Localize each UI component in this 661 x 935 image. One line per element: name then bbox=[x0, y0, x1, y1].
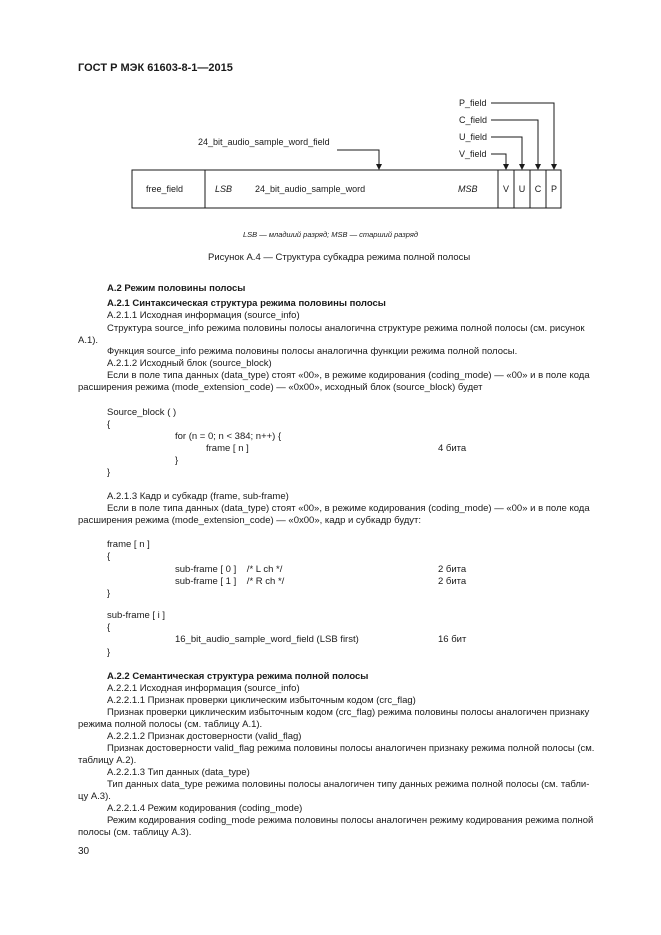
paragraph-line: Режим кодирования coding_mode режима половины полосы аналогичен режиму кодирования режима полной bbox=[107, 815, 594, 826]
paragraph-line: Если в поле типа данных (data_type) стоят «00», в режиме кодирования (coding_mode) — «00» и в поле кода bbox=[107, 503, 590, 514]
page-number: 30 bbox=[78, 846, 90, 857]
paragraph-line: расширения режима (mode_extension_code) — «0x00», кадр и субкадр будут: bbox=[78, 515, 422, 526]
p-cell: P bbox=[550, 184, 558, 194]
word-field-arrowhead bbox=[376, 164, 382, 170]
code-line: } bbox=[175, 455, 179, 466]
code-bit-count: 2 бита bbox=[438, 564, 467, 575]
subsection-heading-a2214: А.2.2.1.4 Режим кодирования (coding_mode) bbox=[107, 803, 303, 814]
paragraph-line: Функция source_info режима половины полосы аналогична функции режима полной полосы. bbox=[107, 346, 518, 357]
subsection-heading-a2212: А.2.2.1.2 Признак достоверности (valid_flag) bbox=[107, 731, 302, 742]
c-field-arrowhead bbox=[535, 164, 541, 170]
subsection-heading-a211: А.2.1.1 Исходная информация (source_info) bbox=[107, 310, 300, 321]
paragraph-line: Если в поле типа данных (data_type) стоят «00», в режиме кодирования (coding_mode) — «00» и в поле кода bbox=[107, 370, 590, 381]
v-cell: V bbox=[502, 184, 510, 194]
code-line: sub-frame [ 1 ] /* R ch */ bbox=[175, 576, 285, 587]
code-line: 16_bit_audio_sample_word_field (LSB first) bbox=[175, 634, 359, 645]
c-field-pointer-line bbox=[491, 120, 538, 165]
u-field-arrowhead bbox=[519, 164, 525, 170]
sample-word-cell: 24_bit_audio_sample_word bbox=[255, 184, 366, 194]
u-cell: U bbox=[518, 184, 526, 194]
subsection-heading-a2211: А.2.2.1.1 Признак проверки циклическим избыточным кодом (crc_flag) bbox=[107, 695, 416, 706]
figure-caption: Рисунок А.4 — Структура субкадра режима полной полосы bbox=[208, 252, 471, 263]
paragraph-line: расширения режима (mode_extension_code) — «0x00», исходный блок (source_block) будет bbox=[78, 382, 483, 393]
code-line: sub-frame [ i ] bbox=[107, 610, 166, 621]
paragraph-line: цу А.3). bbox=[78, 791, 111, 802]
paragraph-line: Тип данных data_type режима половины полосы аналогичен типу данных режима полной полосы (см. табли- bbox=[107, 779, 590, 790]
code-line: } bbox=[107, 647, 111, 658]
paragraph-line: режима полной полосы (см. таблицу А.1). bbox=[78, 719, 263, 730]
v-field-pointer-line bbox=[491, 154, 506, 165]
paragraph-line: А.1). bbox=[78, 335, 99, 346]
paragraph-line: Признак проверки циклическим избыточным кодом (crc_flag) режима половины полосы аналогичен признаку bbox=[107, 707, 590, 718]
section-heading-a22: А.2.2 Семантическая структура режима полной полосы bbox=[107, 671, 369, 682]
c-cell: C bbox=[534, 184, 542, 194]
subsection-heading-a221: А.2.2.1 Исходная информация (source_info) bbox=[107, 683, 300, 694]
subsection-heading-a212: А.2.1.2 Исходный блок (source_block) bbox=[107, 358, 272, 369]
code-line: frame [ n ] bbox=[206, 443, 249, 454]
code-line: { bbox=[107, 551, 111, 562]
u-field-label: U_field bbox=[459, 132, 488, 142]
code-line: } bbox=[107, 588, 111, 599]
code-line: } bbox=[107, 467, 111, 478]
subsection-heading-a213: А.2.1.3 Кадр и субкадр (frame, sub-frame) bbox=[107, 491, 289, 502]
c-field-label: C_field bbox=[459, 115, 488, 125]
word-field-pointer-line bbox=[337, 150, 379, 165]
paragraph-line: таблицу А.2). bbox=[78, 755, 137, 766]
figure-legend: LSB — младший разряд; MSB — старший разряд bbox=[243, 230, 418, 239]
code-line: sub-frame [ 0 ] /* L ch */ bbox=[175, 564, 283, 575]
word-field-pointer-label: 24_bit_audio_sample_word_field bbox=[198, 137, 330, 147]
code-line: for (n = 0; n < 384; n++) { bbox=[175, 431, 282, 442]
section-heading-a2: А.2 Режим половины полосы bbox=[107, 283, 246, 294]
lsb-cell-label: LSB bbox=[215, 184, 233, 194]
code-bit-count: 4 бита bbox=[438, 443, 467, 454]
paragraph-line: Структура source_info режима половины полосы аналогична структуре режима полной полосы (см. рисунок bbox=[107, 323, 585, 334]
section-heading-a21: А.2.1 Синтаксическая структура режима половины полосы bbox=[107, 298, 386, 309]
v-field-arrowhead bbox=[503, 164, 509, 170]
free-field-cell: free_field bbox=[146, 184, 184, 194]
p-field-label: P_field bbox=[459, 98, 487, 108]
code-bit-count: 16 бит bbox=[438, 634, 467, 645]
document-header: ГОСТ Р МЭК 61603-8-1—2015 bbox=[78, 62, 233, 74]
code-line: { bbox=[107, 622, 111, 633]
subsection-heading-a2213: А.2.2.1.3 Тип данных (data_type) bbox=[107, 767, 250, 778]
paragraph-line: Признак достоверности valid_flag режима половины полосы аналогичен признаку режима полной полосы (см. bbox=[107, 743, 595, 754]
paragraph-line: полосы (см. таблицу А.3). bbox=[78, 827, 192, 838]
v-field-label: V_field bbox=[459, 149, 487, 159]
subframe-structure-figure bbox=[0, 0, 661, 270]
code-line: Source_block ( ) bbox=[107, 407, 177, 418]
code-line: frame [ n ] bbox=[107, 539, 150, 550]
p-field-arrowhead bbox=[551, 164, 557, 170]
msb-cell-label: MSB bbox=[458, 184, 478, 194]
code-bit-count: 2 бита bbox=[438, 576, 467, 587]
code-line: { bbox=[107, 419, 111, 430]
